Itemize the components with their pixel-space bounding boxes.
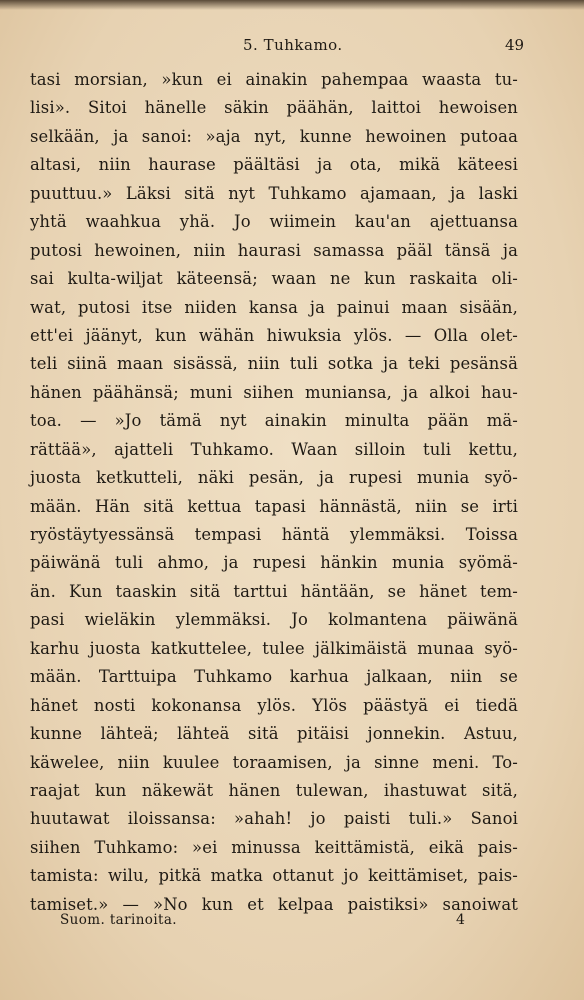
text-line: tamiset.» — »No kun et kelpaa paistiksi» sanoiwat — [30, 894, 518, 914]
text-line: lisi». Sitoi hänelle säkin päähän, laittoi hewoisen — [30, 98, 518, 118]
text-line: sai kulta-wiljat käteensä; waan ne kun raskaita oli- — [30, 269, 518, 289]
text-line: selkään, ja sanoi: »aja nyt, kunne hewoinen putoaa — [30, 126, 518, 146]
text-line: tamista: wilu, pitkä matka ottanut jo keittämiset, pais- — [30, 866, 518, 886]
running-title: 5. Tuhkamo. — [243, 36, 343, 54]
text-line: mään. Tarttuipa Tuhkamo karhua jalkaan, niin se — [30, 667, 518, 687]
text-line: ryöstäytyessänsä tempasi häntä ylemmäksi. Toissa — [30, 525, 518, 544]
page-footer — [0, 912, 584, 936]
text-line: toa. — »Jo tämä nyt ainakin minulta pään mä- — [30, 411, 518, 431]
page-top-shadow — [0, 0, 584, 10]
page-number: 49 — [505, 36, 525, 54]
page-header — [0, 36, 584, 58]
text-line: päiwänä tuli ahmo, ja rupesi hänkin munia syömä- — [30, 553, 518, 573]
sheet-number: 4 — [456, 912, 465, 928]
text-line: puuttuu.» Läksi sitä nyt Tuhkamo ajamaan, ja laski — [30, 183, 518, 203]
text-line: rättää», ajatteli Tuhkamo. Waan silloin tuli kettu, — [30, 439, 518, 459]
text-line: tasi morsian, »kun ei ainakin pahempaa waasta tu- — [30, 70, 518, 89]
text-line: hänet nosti kokonansa ylös. Ylös päästyä ei tiedä — [30, 695, 518, 715]
text-line: altasi, niin haurase päältäsi ja ota, mikä käteesi — [30, 155, 518, 175]
text-line: än. Kun taaskin sitä tarttui häntään, se hänet tem- — [30, 581, 518, 601]
signature-mark: Suom. tarinoita. — [60, 912, 178, 928]
text-line: hänen päähänsä; muni siihen muniansa, ja alkoi hau- — [30, 382, 518, 402]
text-line: käwelee, niin kuulee toraamisen, ja sinne meni. To- — [30, 752, 518, 772]
text-line: ett'ei jäänyt, kun wähän hiwuksia ylös. — Olla olet- — [30, 325, 518, 345]
text-line: karhu juosta katkuttelee, tulee jälkimäistä munaa syö- — [30, 638, 518, 658]
text-line: raajat kun näkewät hänen tulewan, ihastuwat sitä, — [30, 780, 518, 800]
text-line: teli siinä maan sisässä, niin tuli sotka ja teki pesänsä — [30, 354, 518, 374]
text-line: yhtä waahkua yhä. Jo wiimein kau'an ajettuansa — [30, 212, 518, 232]
body-text — [30, 66, 518, 919]
text-line: mään. Hän sitä kettua tapasi hännästä, niin se irti — [30, 496, 518, 516]
text-line: pasi wieläkin ylemmäksi. Jo kolmantena päiwänä — [30, 610, 518, 630]
text-line: wat, putosi itse niiden kansa ja painui maan sisään, — [30, 297, 518, 317]
text-line: siihen Tuhkamo: »ei minussa keittämistä, eikä pais- — [30, 837, 518, 857]
text-line: putosi hewoinen, niin haurasi samassa pääl tänsä ja — [30, 240, 518, 260]
text-line: kunne lähteä; lähteä sitä pitäisi jonnekin. Astuu, — [30, 724, 518, 744]
text-line: juosta ketkutteli, näki pesän, ja rupesi munia syö- — [30, 468, 518, 488]
text-line: huutawat iloissansa: »ahah! jo paisti tuli.» Sanoi — [30, 809, 518, 829]
